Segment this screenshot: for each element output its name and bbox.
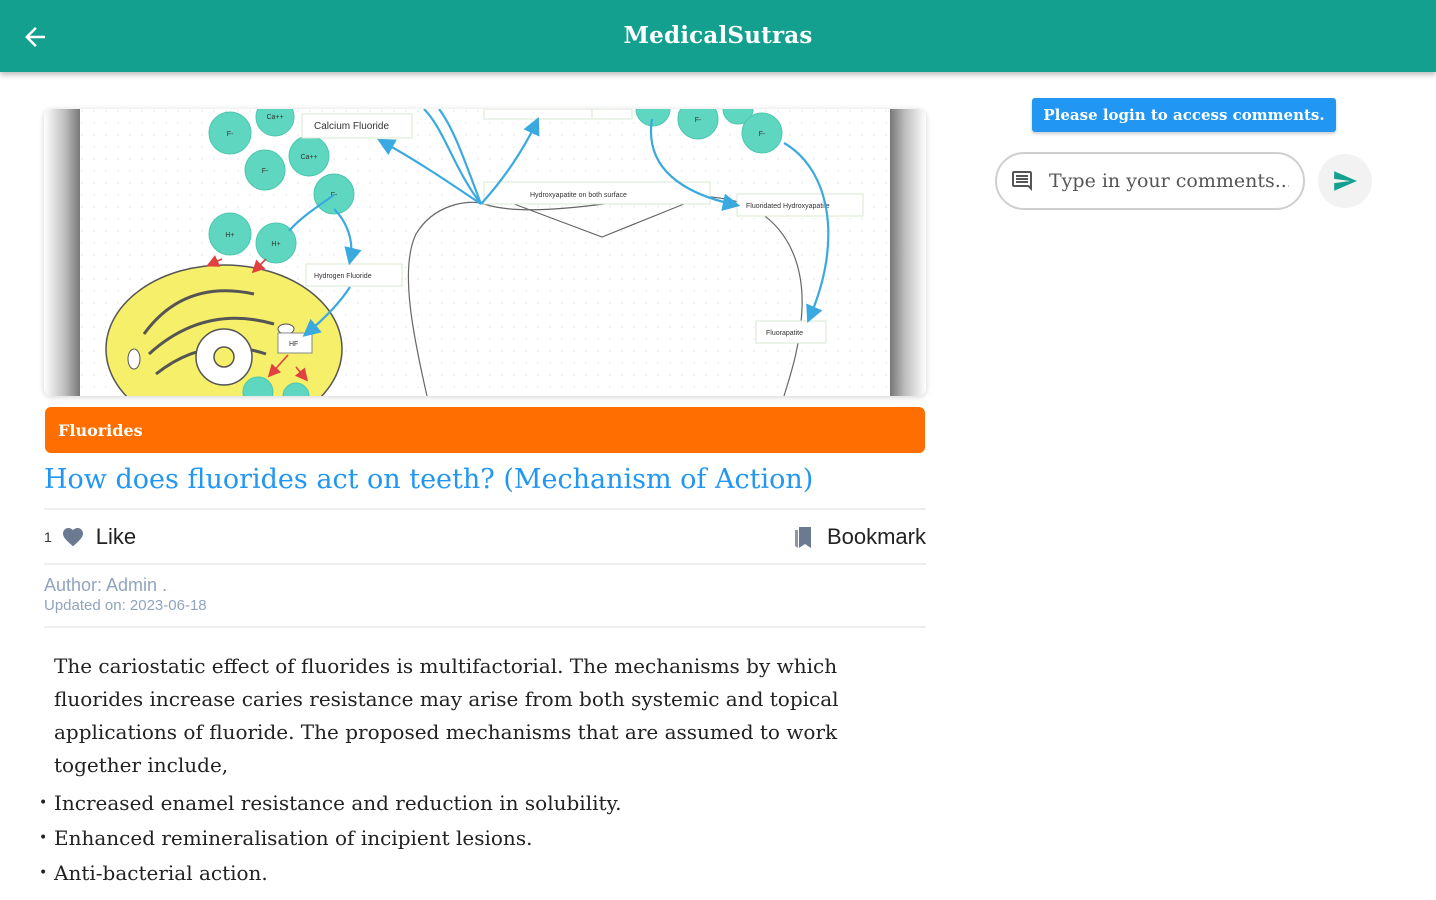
ion-label: F- [226, 131, 234, 138]
login-to-comment-button[interactable]: Please login to access comments. [1032, 98, 1336, 132]
list-item: • Enhanced remineralisation of incipient lesions. [54, 821, 864, 856]
ion-label: H+ [271, 241, 281, 248]
ion-label: H+ [225, 232, 235, 239]
updated-text: Updated on: 2023-06-18 [44, 597, 207, 614]
category-tag[interactable] [45, 407, 925, 453]
ion-label: F- [330, 192, 338, 199]
heart-icon [60, 525, 86, 549]
list-item: • Anti-bacterial action. [54, 856, 864, 891]
diagram-label-fluorapatite: Fluorapatite [766, 330, 803, 337]
comment-field[interactable] [995, 152, 1305, 210]
bookmark-button[interactable] [791, 522, 926, 552]
app-bar [0, 0, 1436, 72]
like-button[interactable] [44, 522, 136, 552]
ion-label: F- [694, 117, 702, 124]
author-text: Author: Admin . [44, 575, 168, 595]
post-meta [44, 574, 207, 616]
send-button[interactable] [1318, 154, 1372, 208]
diagram-label-hydroxyapatite: Hydroxyapatite on both surface [530, 192, 627, 199]
diagram-label-hydrogen-fluoride: Hydrogen Fluoride [314, 273, 372, 280]
list-item: • Increased enamel resistance and reduction in solubility. [54, 786, 864, 821]
ion-label: F- [758, 131, 766, 138]
post-title: How does fluorides act on teeth? (Mechanism of Action) [44, 464, 814, 495]
diagram-label-hf: HF [289, 341, 299, 348]
diagram-label-fluoridated: Fluoridated Hydroxyapatite [746, 203, 830, 210]
article-bullet-list [54, 786, 864, 891]
app-title: MedicalSutras [623, 22, 813, 49]
diagram-label-calcium-fluoride: Calcium Fluoride [314, 121, 390, 132]
like-label: Like [95, 524, 137, 549]
article-paragraph: The cariostatic effect of fluorides is multifactorial. The mechanisms by which fluorides increase caries resistance may arise from both systemic and topical applications of fluoride. The proposed mechanisms that are assumed to work together include, [54, 654, 839, 777]
ion-label: Ca++ [300, 154, 318, 161]
category-label: Fluorides [58, 421, 143, 440]
comment-icon [1009, 169, 1035, 193]
fluoride-diagram [44, 109, 926, 396]
comment-input[interactable] [1047, 169, 1291, 193]
send-icon [1332, 168, 1358, 194]
divider [44, 626, 926, 628]
bookmark-icon [791, 524, 815, 550]
divider [44, 563, 926, 565]
bookmark-label: Bookmark [826, 524, 926, 549]
post-image [44, 109, 926, 396]
article-body [54, 650, 864, 891]
ion-label: Ca++ [266, 114, 284, 121]
like-count: 1 [44, 529, 52, 545]
ion-label: F- [261, 168, 269, 175]
divider [44, 508, 926, 510]
